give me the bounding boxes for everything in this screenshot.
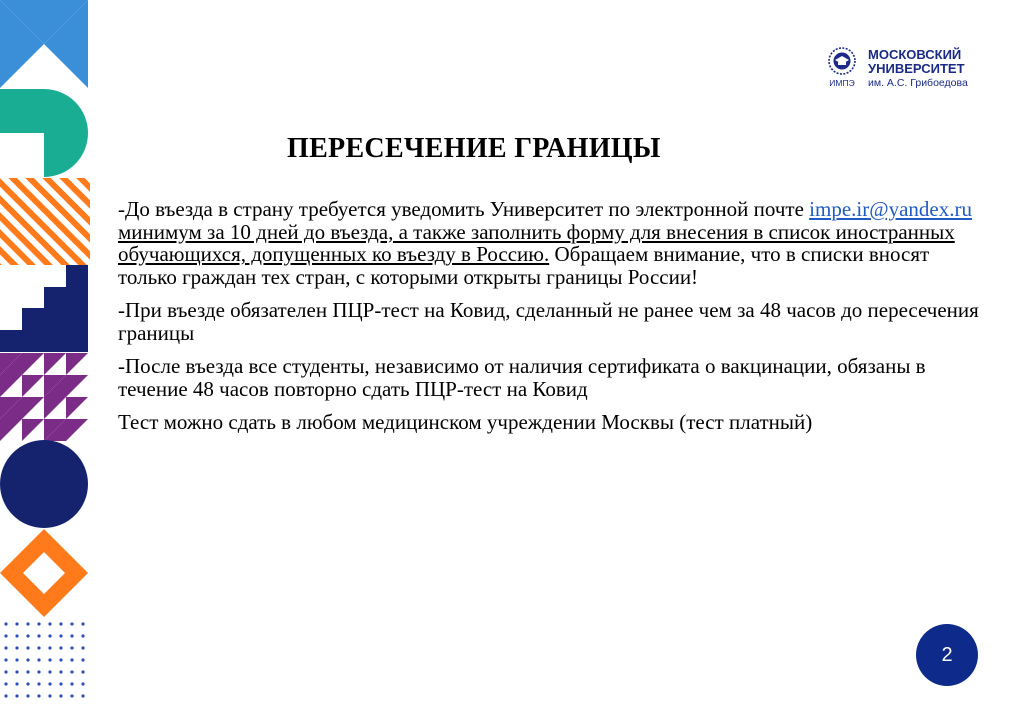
underlined-deadline-text: минимум за 10 дней до въезда, а также заполнить форму для внесения в список иностранных обучающихся, допущенных ко въезду в Россию.: [118, 219, 955, 266]
paragraph-entry-notification: -До въезда в страну требуется уведомить Университет по электронной почте impe.ir@yandex.ru минимум за 10 дней до въезда, а также заполнить форму для внесения в список иностранных обучающихся, допущенных ко въезду в Россию. Обращаем внимание, что в списки вносят только граждан тех стран, с которыми открыты границы России!: [118, 197, 972, 289]
slide-title: ПЕРЕСЕЧЕНИЕ ГРАНИЦЫ: [287, 133, 661, 164]
paragraph-pcr-entry: -При въезде обязателен ПЦР-тест на Ковид, сделанный не ранее чем за 48 часов до пересечения границы: [118, 298, 979, 345]
navy-circle-shape: [0, 440, 88, 528]
orange-diamond-shape: [0, 529, 88, 617]
paragraph-pcr-after-entry: -После въезда все студенты, независимо от наличия сертификата о вакцинации, обязаны в течение 48 часов повторно сдать ПЦР-тест на Ковид: [118, 354, 926, 401]
orange-stripes-shape: [0, 178, 90, 265]
logo-subtitle: им. А.С. Грибоедова: [868, 77, 968, 89]
teal-arc-shape: [0, 89, 88, 177]
purple-triangles-shape: [0, 353, 88, 441]
logo-abbreviation: ИМПЭ: [829, 78, 855, 88]
dot-grid-shape: [4, 622, 84, 697]
paragraph-test-location: Тест можно сдать в любом медицинском учреждении Москвы (тест платный): [118, 410, 813, 434]
logo-university-name: МОСКОВСКИЙ УНИВЕРСИТЕТ: [868, 47, 965, 76]
email-link[interactable]: impe.ir@yandex.ru: [809, 197, 972, 221]
page-number-badge: 2: [916, 624, 978, 686]
decorative-sidebar: [0, 0, 92, 709]
blue-triangles-shape: [0, 0, 88, 88]
university-logo: [822, 46, 992, 92]
slide-body: [118, 198, 988, 445]
navy-steps-shape: [0, 265, 88, 352]
